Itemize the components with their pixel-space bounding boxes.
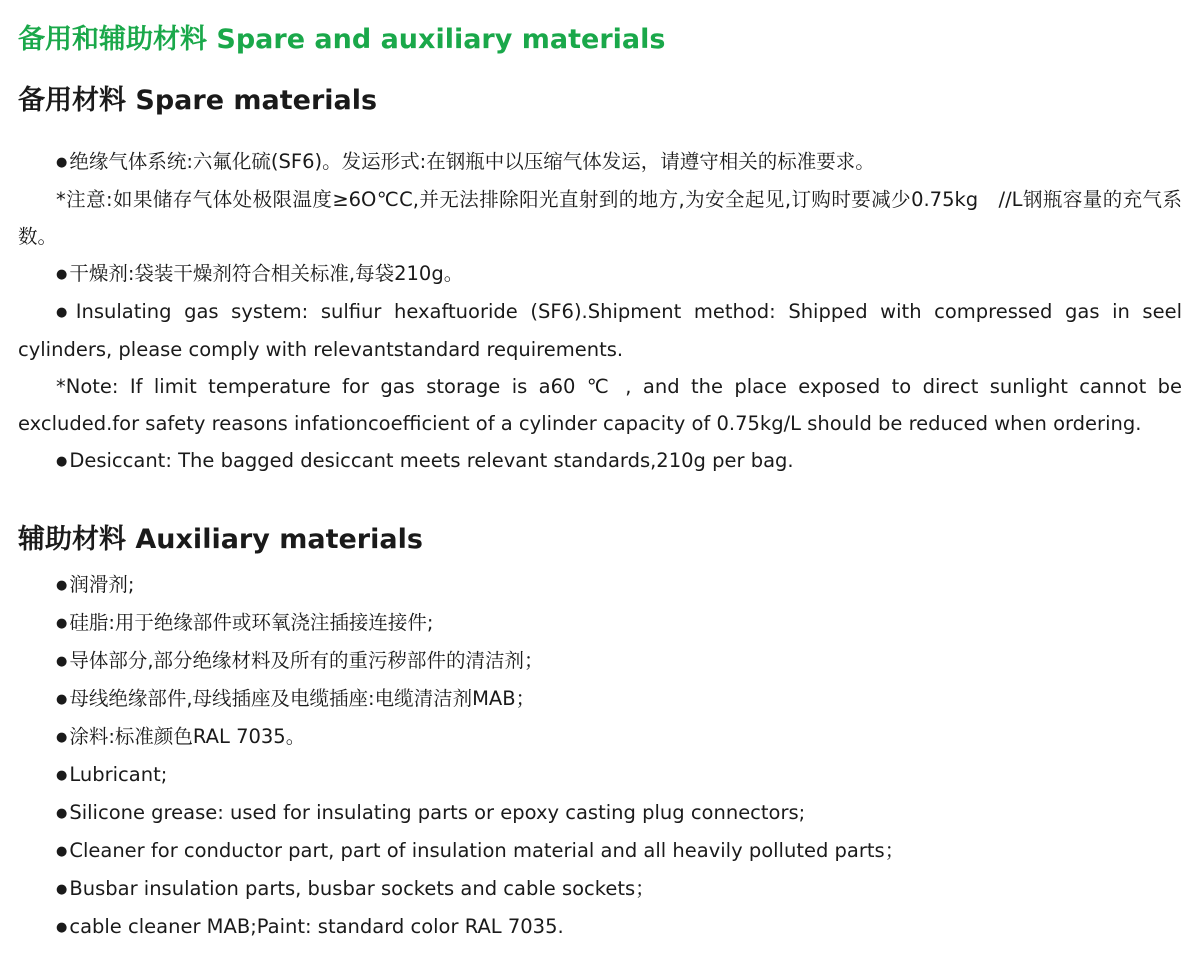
page-title: 备用和辅助材料 Spare and auxiliary materials (18, 24, 666, 55)
bullet-icon: ● (56, 806, 68, 821)
list-item: ● Cleaner for conductor part, part of insulation material and all heavily polluted parts； (56, 839, 905, 862)
bullet-icon: ● (56, 882, 68, 897)
section-title-auxiliary-materials: 辅助材料 Auxiliary materials (18, 524, 423, 555)
list-item: ● Lubricant; (56, 763, 168, 786)
bullet-icon: ● (56, 305, 74, 320)
bullet-icon: ● (56, 155, 68, 170)
bullet-icon: ● (56, 844, 68, 859)
bullet-icon: ● (56, 730, 68, 745)
bullet-icon: ● (56, 454, 68, 469)
spare-paragraph-6: ● Desiccant: The bagged desiccant meets relevant standards,210g per bag. (56, 449, 794, 472)
bullet-icon: ● (56, 768, 68, 783)
list-item: ● cable cleaner MAB;Paint: standard color RAL 7035. (56, 915, 564, 938)
list-item: ● 硅脂:用于绝缘部件或环氧浇注插接连接件; (56, 611, 434, 634)
bullet-icon: ● (56, 920, 68, 935)
spare-paragraph-3: ● 干燥剂:袋装干燥剂符合相关标准,每袋210g。 (56, 262, 464, 285)
list-item: ● Silicone grease: used for insulating parts or epoxy casting plug connectors; (56, 801, 806, 824)
bullet-icon: ● (56, 578, 68, 593)
list-item: ● 涂料:标准颜色RAL 7035。 (56, 725, 306, 748)
list-item: ● 母线绝缘部件,母线插座及电缆插座:电缆清洁剂MAB； (56, 687, 536, 710)
spare-paragraph-2: *注意:如果储存气体处极限温度≥6O℃C,并无法排除阳光直射到的地方,为安全起见,订购时要减少0.75kg /∕L钢瓶容量的充气系数。 (18, 188, 1182, 248)
list-item: ● 导体部分,部分绝缘材料及所有的重污秽部件的清洁剂； (56, 649, 544, 672)
spare-materials-content (18, 143, 1182, 480)
bullet-icon: ● (56, 692, 68, 707)
bullet-icon: ● (56, 654, 68, 669)
spare-paragraph-1: ● 绝缘气体系统:六氟化硫(SF6)。发运形式:在钢瓶中以压缩气体发运，请遵守相关的标准要求。 (56, 150, 875, 173)
list-item: ● Busbar insulation parts, busbar sockets and cable sockets； (56, 877, 655, 900)
bullet-icon: ● (56, 616, 68, 631)
spare-paragraph-5: *Note: If limit temperature for gas storage is a60 ℃ , and the place exposed to direct sunlight cannot be excluded.for safety reasons infationcoefficient of a cylinder capacity of 0.75kg/L should be reduced when ordering. (18, 375, 1182, 435)
auxiliary-materials-list (18, 566, 1182, 946)
spare-paragraph-4: ● Insulating gas system: sulfiur hexaftuoride (SF6).Shipment method: Shipped with compressed gas in seel cylinders, please comply with relevantstandard requirements. (18, 300, 1183, 361)
section-title-spare-materials: 备用材料 Spare materials (18, 85, 378, 116)
bullet-icon: ● (56, 267, 68, 282)
list-item: ● 润滑剂; (56, 573, 135, 596)
